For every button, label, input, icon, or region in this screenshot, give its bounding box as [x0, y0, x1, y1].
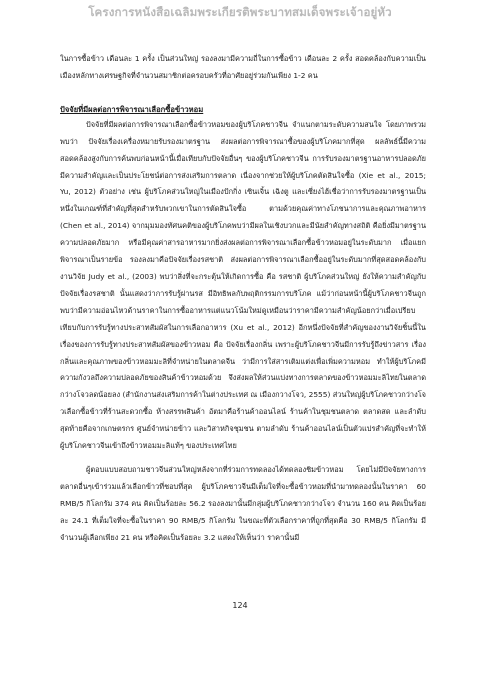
page-number: 124	[232, 601, 248, 610]
page-body	[60, 51, 426, 546]
body-paragraph-2: ผู้ตอบแบบสอบถามชาวจีนส่วนใหญ่หลังจากที่ร่วมการทดลองได้ทดลองชิมข้าวหอม โดยไม่มีปัจจัยทางการตลาดอื่นๆเข้าร่วมแล้วเลือกข้าวที่ชอบที่สุด ผู้บริโภคชาวจีนมีเต็มใจที่จะซื้อข้าวหอมที่นำมาทดลองนั้นในราคา 60 RMB/5 กิโลกรัม 374 คน คิดเป็นร้อยละ 56.2 รองลงมานั้นมีกลุ่มผู้บริโภคชาวกว่างโจว จำนวน 160 คน คิดเป็นร้อยละ 24.1 ที่เต็มใจที่จะซื้อในราคา 90 RMB/5 กิโลกรัม ในขณะที่ตัวเลือกราคาที่ถูกที่สุดคือ 30 RMB/5 กิโลกรัม มีจำนวนผู้เลือกเพียง 21 คน หรือคิดเป็นร้อยละ 3.2 แสดงให้เห็นว่า ราคานั้นมี	[60, 464, 426, 542]
intro-paragraph: ในการซื้อข้าว เดือนละ 1 ครั้ง เป็นส่วนใหญ่ รองลงมามีความถี่ในการซื้อข้าว เดือนละ 2 ครั้ง สอดคล้องกับความเป็นเมืองหลักทางเศรษฐกิจที่จำนวนสมาชิกต่อครอบครัวที่อาศัยอยู่ร่วมกันเพียง 1-2 คน	[60, 54, 426, 80]
section-heading: ปัจจัยที่มีผลต่อการพิจารณาเลือกซื้อข้าวหอม	[60, 104, 204, 114]
running-header: โครงการหนังสือเฉลิมพระเกียรติพระบาทสมเด็จพระเจ้าอยู่หัว	[88, 5, 392, 19]
body-paragraph-1: ปัจจัยที่มีผลต่อการพิจารณาเลือกซื้อข้าวหอมของผู้บริโภคชาวจีน จำแนกตามระดับความสนใจ โดยภาพรวมพบว่า ปัจจัยเรื่องเครื่องหมายรับรองมาตรฐาน ส่งผลต่อการพิจารณาซื้อของผู้บริโภคมากที่สุด ผลลัพธ์นี้มีความสอดคล้องสูงกับการค้นพบก่อนหน้านี้เมื่อเทียบกับปัจจัยอื่นๆ ของผู้บริโภคชาวจีน การรับรองมาตรฐานอาหารปลอดภัยมีความสำคัญและเป็นประโยชน์ต่อการส่งเสริมการตลาด เนื่องจากช่วยให้ผู้บริโภคตัดสินใจซื้อ (Xie et al., 2015; Yu, 2012) ตัวอย่าง เช่น ผู้บริโภคส่วนใหญ่ในเมืองปักกิ่ง เซินเจิ้น เฉิงตู และเซี่ยงไฮ้เชื่อว่าการรับรองมาตรฐานเป็นหนึ่งในเกณฑ์ที่สำคัญที่สุดสำหรับพวกเขาในการตัดสินใจซื้อ ตามด้วยคุณค่าทางโภชนาการและคุณภาพอาหาร (Chen et al., 2014) จากมุมมองทัศนคติของผู้บริโภคพบว่ามีผลในเชิงบวกและมีนัยสำคัญทางสถิติ คือยิ่งมีมาตรฐานความปลอดภัยมาก หรือมีคุณค่าสารอาหารมากยิ่งส่งผลต่อการพิจารณาเลือกซื้อข้าวหอมอยู่ในระดับมาก เมื่อแยกพิจารณาเป็นรายข้อ รองลงมาคือปัจจัยเรื่องรสชาติ ส่งผลต่อการพิจารณาเลือกซื้ออยู่ในระดับมากที่สุดสอดคล้องกับงานวิจัย Judy et al., (2003) พบว่าสิ่งที่จะกระตุ้นให้เกิดการซื้อ คือ รสชาติ ผู้บริโภคส่วนใหญ่ ยังให้ความสำคัญกับปัจจัยเรื่องรสชาติ นั้นแสดงว่าการรับรู้ผ่านรส มีอิทธิพลกับพฤติกรรมการบริโภค แม้ว่าก่อนหน้านี้ผู้บริโภคชาวจีนถูกพบว่ามีความอ่อนไหวด้านราคาในการซื้ออาหารแต่แนวโน้มใหม่ดูเหมือนว่าราคามีความสำคัญน้อยกว่าเมื่อเปรียบเทียบกับการรับรู้ทางประสาทสัมผัสในการเลือกอาหาร (Xu et al., 2012) อีกหนึ่งปัจจัยที่สำคัญของงานวิจัยชิ้นนี้ในเรื่องของการรับรู้ทางประสาทสัมผัสของข้าวหอม คือ ปัจจัยเรื่องกลิ่น เพราะผู้บริโภคชาวจีนมีการรับรู้ถึงข่าวสาร เรื่องกลิ่นและคุณภาพของข้าวหอมมะลิที่จำหน่ายในตลาดจีน ว่ามีการใส่สารเติมแต่งเพื่อเพิ่มความหอม ทำให้ผู้บริโภคมีความกังวลถึงความปลอดภัยของสินค้าข้าวหอมด้วย จึงส่งผลให้ส่วนแบ่งทางการตลาดของข้าวหอมมะลิไทยในตลาดกว่างโจวลดน้อยลง (สำนักงานส่งเสริมการค้าในต่างประเทศ ณ เมืองกวางโจว, 2555) ส่วนใหญ่ผู้บริโภคชาวกว่างโจวเลือกซื้อข้าวที่ร้านสะดวกซื้อ ห้างสรรพสินค้า อัตมาคือร้านค้าออนไลน์ ร้านค้าในชุมชนตลาด ตลาดสด และลำดับสุดท้ายคือจากเกษตรกร ศูนย์จำหน่ายข้าว และวิสาหกิจชุมชน ตามลำดับ ร้านค้าออนไลน์เป็นตัวแปรสำคัญที่จะทำให้ผู้บริโภคชาวจีนเข้าถึงข้าวหอมมะลิแท้ๆ ของประเทศไทย	[60, 119, 426, 451]
